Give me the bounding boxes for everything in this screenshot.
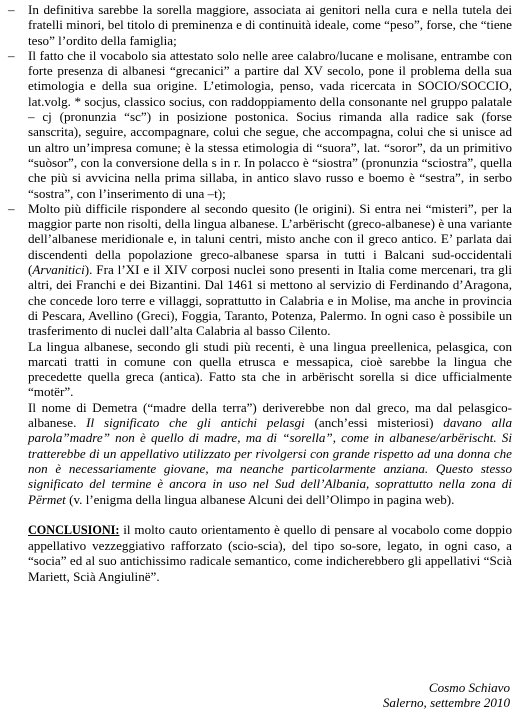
- paragraph-text: (anch’essi misteriosi): [304, 415, 444, 431]
- list-item-text: Molto più difficile rispondere al secondo quesito (le origini). Si entra nei “misteri”, per la maggior parte non risolti, della lingua albanese. L’arbërischt (greco-albanese) è una variante dell’albanese meridionale e, in taluni centri, misto anche con il greco antico. E’ parlata dai discendenti della popolazione greco-albanese sparsa in tutti i Balcani sud-occidentali (: [28, 200, 512, 278]
- paragraph-text: (v. l’enigma della lingua albanese Alcuni dei dell’Olimpo in pagina web).: [65, 491, 455, 507]
- list-item: [0, 2, 522, 48]
- list-item-italic-text: Arvanitici: [32, 262, 85, 278]
- list-item: [0, 48, 522, 201]
- paragraph-italic-text: Il significato che gli antichi pelasgi: [86, 415, 305, 431]
- list-item-text-continued: ). Fra l’XI e il XIV corposi nuclei sono presenti in Italia come mercenari, tra gli altri, dei Franchi e dei Bizantini. Dal 1461 si mettono al servizio di Ferdinando d’Aragona, che concede loro terre e villaggi, soprattutto in Calabria e in Molise, ma anche in provincia di Pescara, Avellino (Greci), Foggia, Taranto, Potenza, Palermo. In ogni caso è possibile un trasferimento di nuclei dall’alta Calabria al basso Cilento.: [28, 262, 512, 339]
- conclusion-label: CONCLUSIONI:: [28, 522, 120, 537]
- list-dash: –: [8, 200, 15, 216]
- spacer: [0, 507, 522, 522]
- paragraph-demetra: [0, 400, 522, 507]
- conclusion-paragraph: [0, 522, 522, 584]
- document-page: [0, 2, 522, 584]
- list-dash: –: [8, 47, 15, 63]
- paragraph-text: Il nome di Demetra (“madre della terra”) deriverebbe non dal greco, ma dal pelasgico-albanese.: [28, 399, 512, 431]
- list-item: [0, 201, 522, 339]
- conclusion-text: il molto cauto orientamento è quello di pensare al vocabolo come doppio appellativo vezzeggiativo rafforzato (scio-scia), del tipo so-sore, legato, in ogni caso, a “socia” ed al suo antichissimo radicale semantico, come indicherebbero gli appellativi “Scià Mariett, Scià Angiulinë”.: [28, 521, 512, 584]
- paragraph-italic-text: davano alla parola”madre” non è quello di madre, ma di “sorella”, come in albanese/arbërischt. Si tratterebbe di un appellativo utilizzato per rivolgersi con grande rispetto ad una donna che non è necessariamente giovane, ma neanche particolarmente anziana. Questo stesso significato del termine è ancora in uso nel Sud dell’Albania, soprattutto nella zona di Përmet: [28, 415, 512, 507]
- paragraph-lingua: La lingua albanese, secondo gli studi più recenti, è una lingua preellenica, pelasgica, con marcati tratti in comune con quella etrusca e messapica, cioè sarebbe la lingua che precedette quella greca (antica). Fatto sta che in arbërischt sorella si dice ufficialmente “motër”.: [28, 338, 512, 400]
- list-item-text: In definitiva sarebbe la sorella maggiore, associata ai genitori nella cura e nella tutela dei fratelli minori, bel titolo di preminenza e di continuità ideale, come “peso”, forse, che “tiene teso” l’ordito della famiglia;: [28, 2, 512, 48]
- signature: [383, 680, 510, 711]
- list-item-text: Il fatto che il vocabolo sia attestato solo nelle aree calabro/lucane e molisane, entrambe con forte presenza di albanesi “grecanici” a partire dal XV secolo, pone il problema della sua etimologia e della sua origine. L’etimologia, penso, vada ricercata in SOCIO/SOCCIO, lat.volg. * socjus, classico socius, con raddoppiamento della consonante nel gruppo palatale – cj (pronunzia “sc”) in posizione postonica. Socius rimanda alla radice sak (forse sanscrita), seguire, accompagnare, colui che segue, che accompagna, colui che si unisce ad un altro un’impresa comune; è la stessa etimologia di “suora”, lat. “soror”, da un primitivo “suòsor”, con la conversione della s in r. In polacco è “siostra” (pronunzia “sciostra”, quella che più si avvicina nella prima sillaba, in antico slavo russo e boemo è “sestra”, in serbo “sostra”, con l’inserimento di una –t);: [28, 47, 512, 201]
- signature-place-date: Salerno, settembre 2010: [382, 695, 510, 711]
- list-dash: –: [8, 2, 15, 17]
- signature-author: Cosmo Schiavo: [428, 680, 510, 695]
